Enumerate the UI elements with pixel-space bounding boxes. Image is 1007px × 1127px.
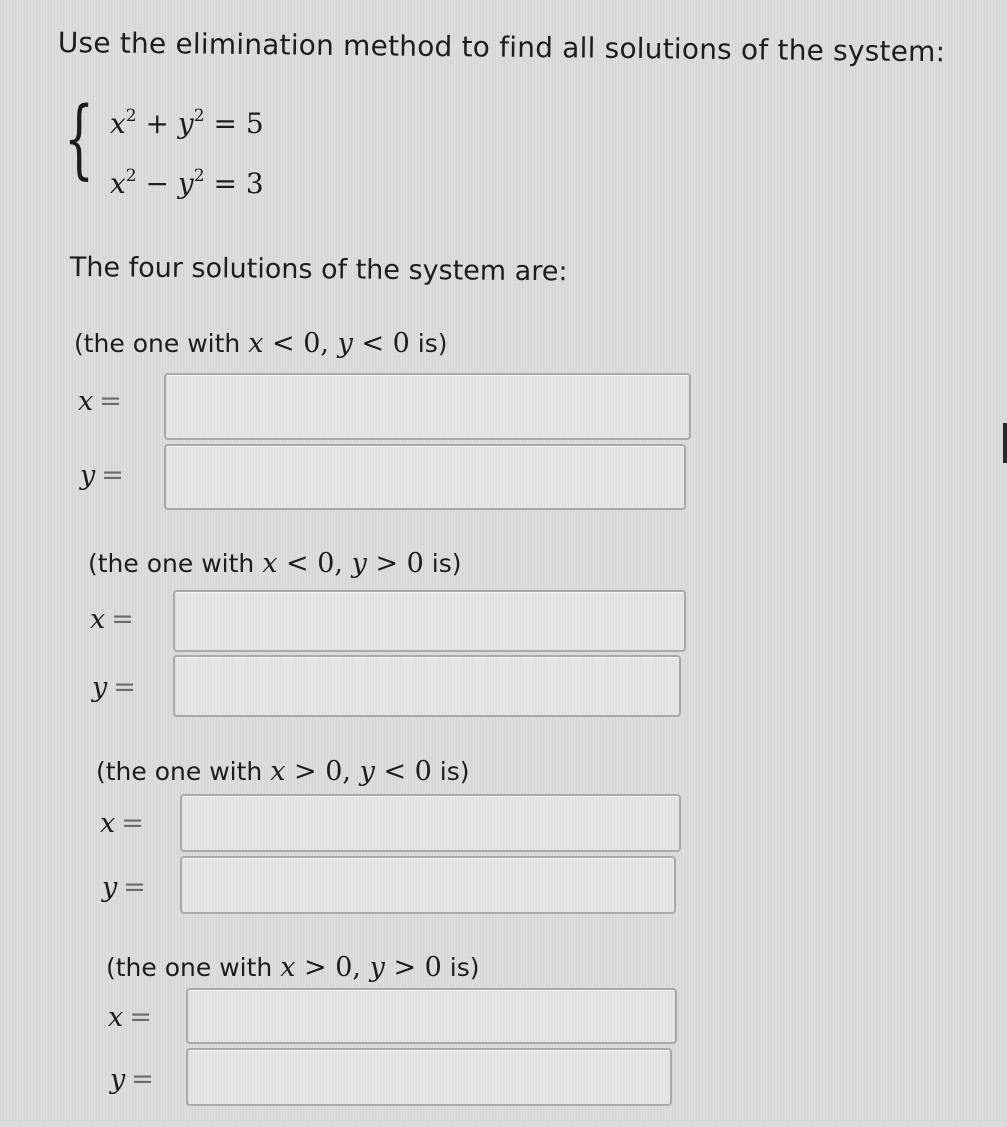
y-answer-box-4[interactable]: [186, 1048, 672, 1106]
group-label-2: (the one with x < 0, y > 0 is): [88, 548, 462, 579]
left-brace: {: [64, 89, 95, 189]
equation-1: $x^2 + y^2 = 5$: [110, 106, 264, 140]
y-answer-box-1[interactable]: [164, 444, 686, 510]
group-label-1: (the one with x < 0, y < 0 is): [74, 328, 448, 359]
group-label-4: (the one with x > 0, y > 0 is): [106, 952, 480, 983]
x-answer-box-4[interactable]: [186, 988, 677, 1044]
y-answer-box-3[interactable]: [180, 856, 676, 914]
group-label-3: (the one with x > 0, y < 0 is): [96, 756, 470, 787]
equation-2: $x^2 - y^2 = 3$: [110, 166, 264, 200]
x-label-3: x =: [100, 808, 144, 839]
y-answer-box-2[interactable]: [173, 655, 681, 717]
window-edge-mark: [1003, 423, 1007, 463]
x-answer-box-2[interactable]: [173, 590, 686, 652]
x-label-2: x =: [90, 604, 134, 635]
x-answer-box-1[interactable]: [164, 373, 691, 440]
y-label-3: y =: [102, 872, 146, 903]
solutions-heading: The four solutions of the system are:: [69, 252, 568, 288]
y-label-1: y =: [80, 460, 124, 491]
x-label-1: x =: [78, 386, 122, 417]
x-label-4: x =: [108, 1002, 152, 1033]
y-label-4: y =: [110, 1064, 154, 1095]
y-label-2: y =: [92, 672, 136, 703]
problem-instruction: Use the elimination method to find all solutions of the system:: [57, 26, 946, 69]
x-answer-box-3[interactable]: [180, 794, 681, 852]
equation-system: [64, 89, 324, 202]
